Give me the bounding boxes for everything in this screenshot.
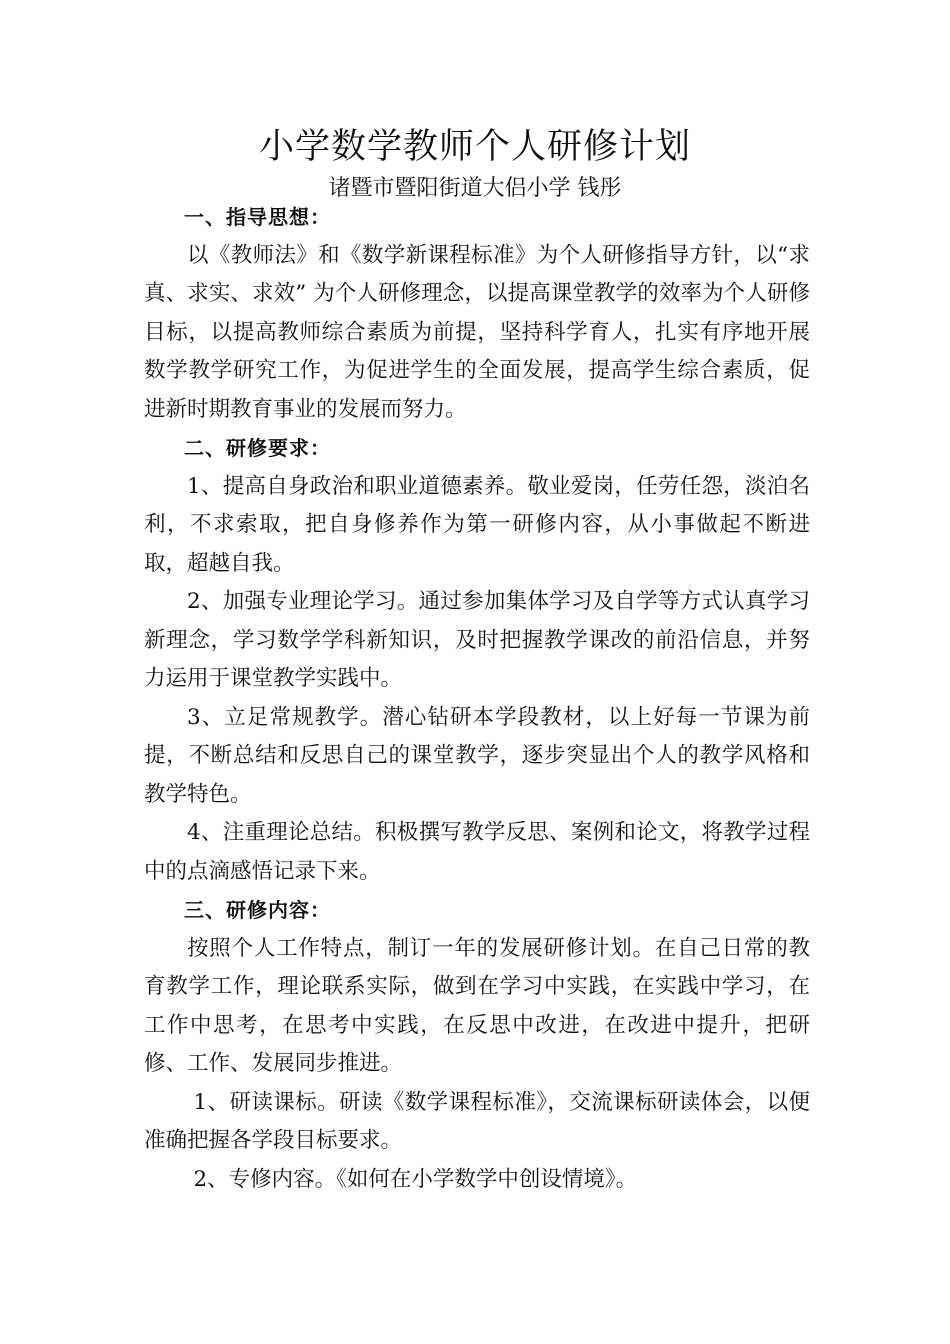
section-heading-requirements: 二、研修要求： xyxy=(184,436,331,460)
section-heading-content: 三、研修内容： xyxy=(184,898,331,922)
content-item-1: 1、研读课标。研读《数学课程标准》，交流课标研读体会，以便准确把握各学段目标要求。 xyxy=(144,1089,810,1153)
paragraph-guiding-thought: 以《教师法》和《数学新课程标准》为个人研修指导方针，以“求真、求实、求效” 为个人研修理念，以提高课堂教学的效率为个人研修目标，以提高教师综合素质为前提，坚持科学育人，扎实有序地开展数学教学研究工作，为促进学生的全面发展，提高学生综合素质，促进新时期教育事业的发展而努力。 xyxy=(144,242,810,422)
section-heading-guiding-thought: 一、指导思想： xyxy=(184,205,331,229)
requirement-item-4: 4、注重理论总结。积极撰写教学反思、案例和论文，将教学过程中的点滴感悟记录下来。 xyxy=(144,820,810,884)
content-item-2: 2、专修内容。《如何在小学数学中创设情境》。 xyxy=(193,1166,638,1192)
requirement-item-1: 1、提高自身政治和职业道德素养。敬业爱岗，任劳任怨，淡泊名利，不求索取，把自身修养作为第一研修内容，从小事做起不断进取，超越自我。 xyxy=(144,473,810,576)
document-title: 小学数学教师个人研修计划 xyxy=(258,127,691,167)
document-subtitle: 诸暨市暨阳街道大侣小学 钱彤 xyxy=(328,176,622,201)
document-body xyxy=(144,198,810,1199)
requirement-item-3: 3、立足常规教学。潜心钻研本学段教材，以上好每一节课为前提，不断总结和反思自己的课堂教学，逐步突显出个人的教学风格和教学特色。 xyxy=(144,704,810,807)
paragraph-content: 按照个人工作特点，制订一年的发展研修计划。在自己日常的教育教学工作，理论联系实际，做到在学习中实践，在实践中学习，在工作中思考，在思考中实践，在反思中改进，在改进中提升，把研修、工作、发展同步推进。 xyxy=(144,935,810,1076)
requirement-item-2: 2、加强专业理论学习。通过参加集体学习及自学等方式认真学习新理念，学习数学学科新知识，及时把握教学课改的前沿信息，并努力运用于课堂教学实践中。 xyxy=(144,589,810,691)
